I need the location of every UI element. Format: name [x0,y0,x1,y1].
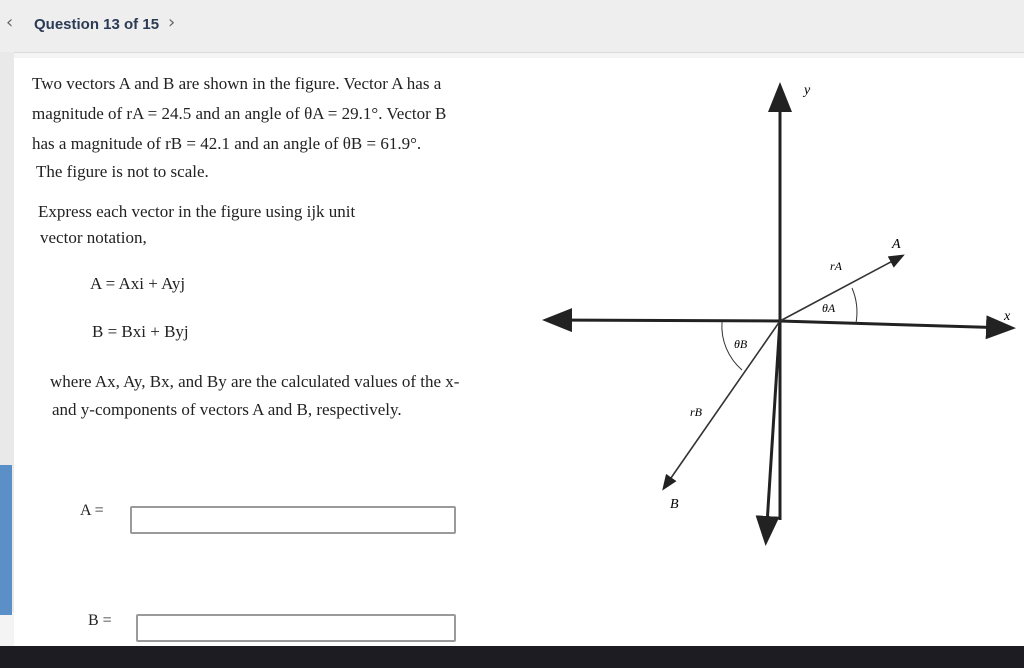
problem-line-2: magnitude of rA = 24.5 and an angle of θA = 29.1°. Vector B [32,104,447,123]
instruction-line-1: Express each vector in the figure using ijk unit [38,202,356,221]
answer-b-input[interactable] [136,614,456,642]
r-a-label: rA [830,259,842,273]
x-axis-line [780,321,1010,328]
chevron-left-icon[interactable]: ‹ [6,12,14,33]
chevron-right-icon[interactable]: › [168,12,176,33]
side-accent [0,465,12,615]
problem-line-4: The figure is not to scale. [36,162,209,181]
problem-line-3: has a magnitude of rB = 42.1 and an angle of θB = 61.9°. [32,134,422,153]
x-axis-negative [548,320,780,321]
theta-a-arc [852,288,857,323]
question-counter: Question 13 of 15 [34,16,160,33]
answer-b-label: B = [88,612,112,629]
explanation-line-2: and y-components of vectors A and B, respectively. [52,400,402,419]
theta-a-label: θA [822,301,836,315]
answer-a-label: A = [80,502,104,519]
vector-b-arrow [664,321,780,488]
vector-figure [540,70,1020,550]
equation-b: B = Bxi + Byj [92,322,189,341]
bottom-bar [0,646,1024,668]
vector-a-label: A [892,237,901,252]
instruction-line-2: vector notation, [40,228,147,247]
r-b-label: rB [690,405,702,419]
vector-b-label: B [670,497,679,512]
y-axis-label: y [804,83,811,98]
x-axis-label: x [1004,309,1011,324]
problem-line-1: Two vectors A and B are shown in the figure. Vector A has a [32,74,442,93]
explanation-line-1: where Ax, Ay, Bx, and By are the calculated values of the x- [50,372,460,391]
equation-a: A = Axi + Ayj [90,274,186,293]
top-bar [0,0,1024,53]
y-axis-negative [766,320,780,540]
answer-a-input[interactable] [130,506,456,534]
theta-b-label: θB [734,337,748,351]
